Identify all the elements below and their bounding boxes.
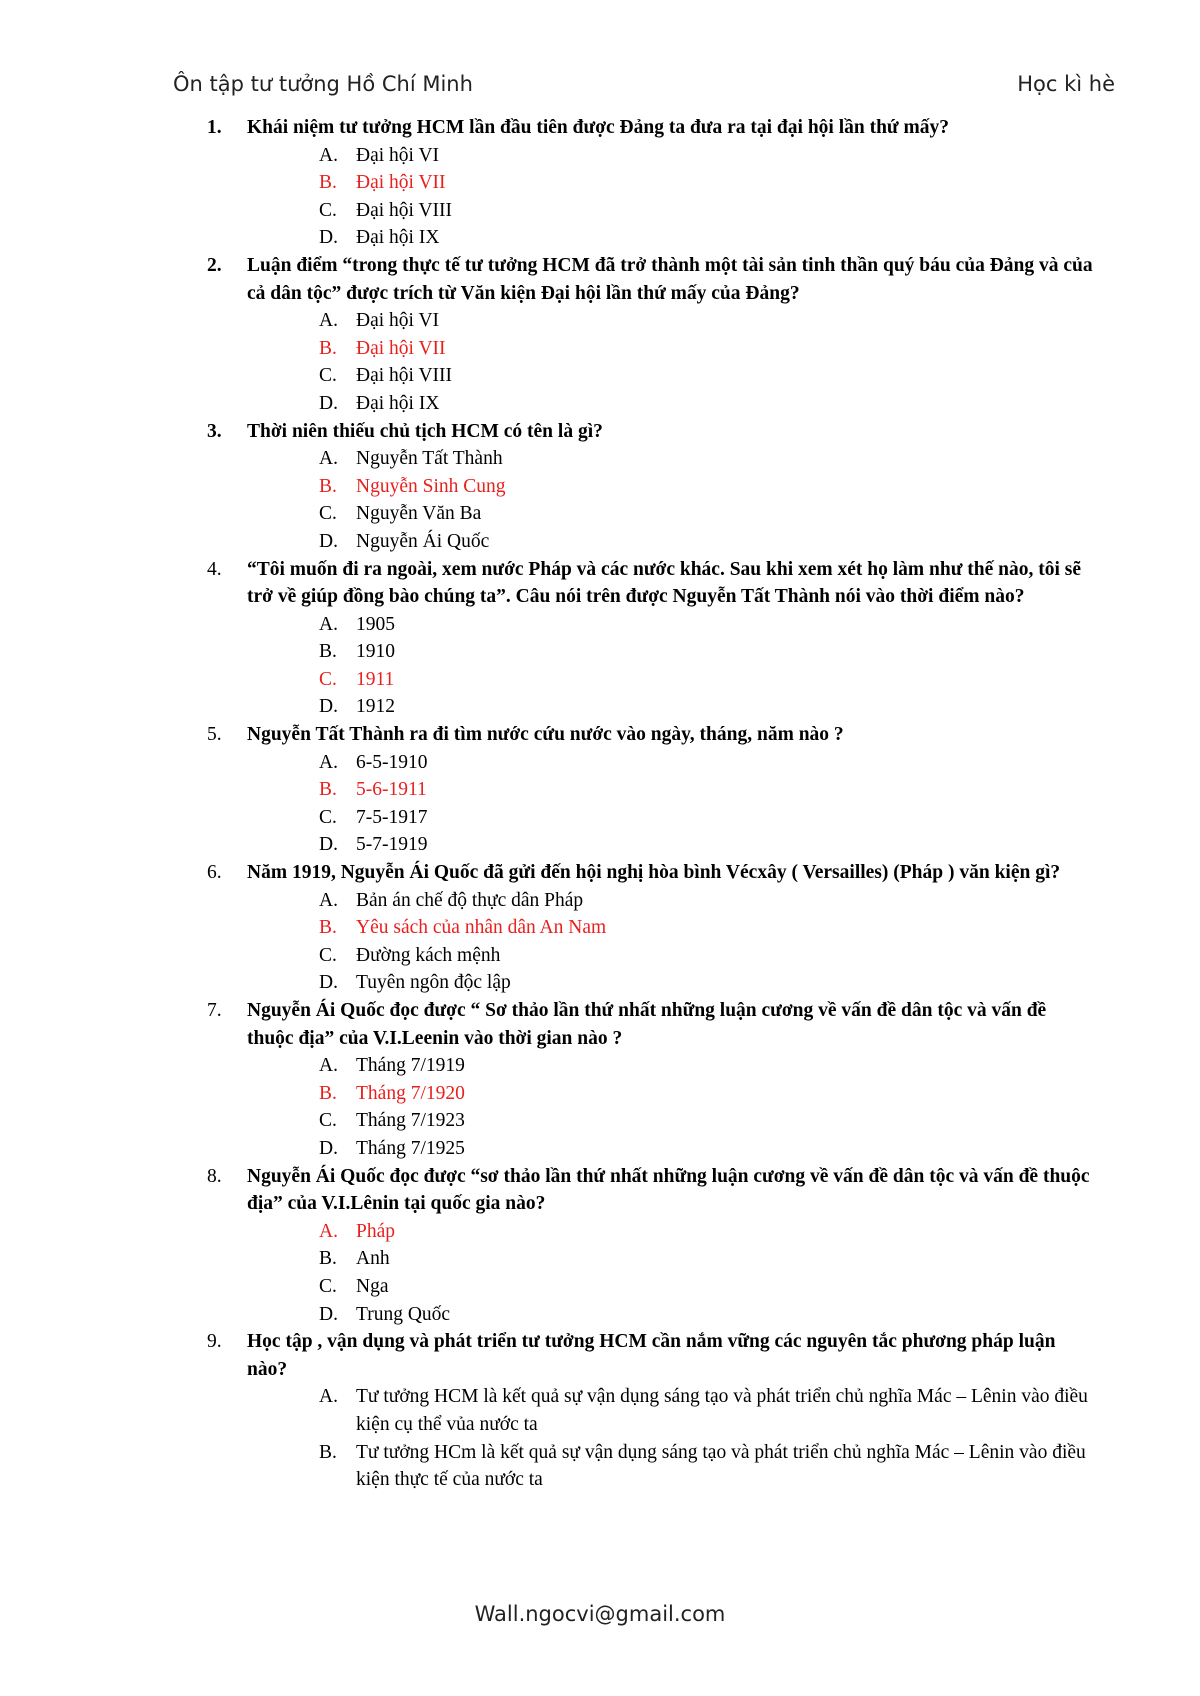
question-number: 5. — [207, 724, 222, 746]
answer-option — [0, 224, 1200, 252]
question-stem: Nguyễn Ái Quốc đọc được “ Sơ thảo lần thứ nhất những luận cương về vấn đề dân tộc và vấn đề thuộc địa” của V.I.Leenin vào thời gian nào ? — [247, 1000, 1047, 1049]
option-letter: B. — [319, 1248, 337, 1270]
option-letter: A. — [319, 144, 338, 166]
option-text: Đại hội VI — [356, 144, 440, 166]
option-letter: D. — [319, 834, 338, 856]
answer-option-correct — [0, 1080, 1200, 1108]
option-text: Nguyễn Ái Quốc — [356, 530, 490, 552]
option-text: Anh — [356, 1248, 390, 1270]
footer-email: Wall.ngocvi@gmail.com — [474, 1602, 726, 1626]
question-number: 3. — [207, 420, 222, 442]
question-number: 1. — [207, 117, 222, 138]
question-stem: Nguyễn Tất Thành ra đi tìm nước cứu nước vào ngày, tháng, năm nào ? — [247, 724, 844, 746]
question-item — [0, 418, 1200, 556]
question-text — [0, 859, 1200, 887]
question-item — [0, 721, 1200, 859]
answer-option — [0, 1052, 1200, 1080]
question-text — [0, 556, 1200, 611]
option-text: Đại hội IX — [356, 227, 440, 249]
option-letter: D. — [319, 1303, 338, 1325]
option-text: Đại hội VI — [356, 310, 440, 332]
option-letter: A. — [319, 1055, 338, 1077]
question-text — [0, 418, 1200, 446]
answer-option — [0, 528, 1200, 556]
option-letter: A. — [319, 751, 338, 773]
answer-option — [0, 445, 1200, 473]
option-letter: A. — [319, 448, 338, 470]
question-stem: Khái niệm tư tưởng HCM lần đầu tiên được Đảng ta đưa ra tại đại hội lần thứ mấy? — [247, 117, 949, 138]
question-stem: Thời niên thiếu chủ tịch HCM có tên là gì? — [247, 420, 603, 442]
answer-option-correct — [0, 169, 1200, 197]
option-text: Nga — [356, 1275, 389, 1297]
question-stem: Học tập , vận dụng và phát triển tư tưởng HCM cần nắm vững các nguyên tắc phương pháp luận nào? — [247, 1331, 1056, 1380]
option-letter: A. — [319, 1386, 338, 1408]
option-text: Tháng 7/1920 — [356, 1082, 465, 1104]
answer-option — [0, 638, 1200, 666]
option-letter: D. — [319, 972, 338, 994]
question-text — [0, 1328, 1200, 1383]
question-text — [0, 252, 1200, 307]
answer-option — [0, 1245, 1200, 1273]
option-text: Yêu sách của nhân dân An Nam — [356, 917, 607, 939]
question-number: 4. — [207, 558, 222, 580]
option-letter: B. — [319, 172, 337, 194]
page-header — [173, 64, 1115, 104]
question-list — [0, 114, 1200, 1494]
question-stem: Nguyễn Ái Quốc đọc được “sơ thảo lần thứ nhất những luận cương về vấn đề dân tộc và vấn đề thuộc địa” của V.I.Lênin tại quốc gia nào? — [247, 1165, 1090, 1215]
answer-option-correct — [0, 473, 1200, 501]
answer-option-correct — [0, 335, 1200, 363]
answer-option-correct — [0, 666, 1200, 694]
option-text: Đại hội VII — [356, 172, 446, 194]
question-stem: Luận điểm “trong thực tế tư tưởng HCM đã trở thành một tài sản tinh thần quý báu của Đảng và của cả dân tộc” được trích từ Văn kiện Đại hội lần thứ mấy của Đảng? — [247, 254, 1093, 304]
answer-option — [0, 1107, 1200, 1135]
answer-option — [0, 969, 1200, 997]
option-letter: B. — [319, 917, 337, 939]
option-letter: C. — [319, 1275, 337, 1297]
answer-option — [0, 362, 1200, 390]
answer-option — [0, 500, 1200, 528]
answer-option — [0, 390, 1200, 418]
option-letter: D. — [319, 1137, 338, 1159]
option-text: Bản án chế độ thực dân Pháp — [356, 889, 584, 911]
page-footer — [0, 1602, 1200, 1626]
question-text — [0, 114, 1200, 142]
option-letter: A. — [319, 1220, 338, 1242]
answer-option — [0, 749, 1200, 777]
answer-option — [0, 142, 1200, 170]
option-text: 1912 — [356, 696, 395, 718]
option-text: 6-5-1910 — [356, 751, 428, 773]
option-letter: D. — [319, 696, 338, 718]
option-text: Đại hội VIII — [356, 365, 453, 387]
option-letter: A. — [319, 613, 338, 635]
answer-option — [0, 804, 1200, 832]
question-text — [0, 997, 1200, 1052]
question-text — [0, 721, 1200, 749]
option-letter: C. — [319, 944, 337, 966]
option-letter: B. — [319, 641, 337, 663]
answer-option — [0, 1439, 1200, 1494]
question-item — [0, 1328, 1200, 1494]
option-letter: C. — [319, 199, 337, 221]
option-letter: D. — [319, 392, 338, 414]
question-item — [0, 859, 1200, 997]
answer-option — [0, 611, 1200, 639]
option-text: 5-6-1911 — [356, 779, 427, 801]
question-number: 7. — [207, 1000, 222, 1021]
answer-option — [0, 831, 1200, 859]
answer-option-correct — [0, 776, 1200, 804]
question-stem: “Tôi muốn đi ra ngoài, xem nước Pháp và các nước khác. Sau khi xem xét họ làm như thế nào, tôi sẽ trở về giúp đồng bào chúng ta”. Câu nói trên được Nguyễn Tất Thành nói vào thời điểm nào? — [247, 558, 1082, 608]
option-text: Đường kách mệnh — [356, 944, 501, 966]
option-text: Trung Quốc — [356, 1303, 451, 1325]
option-letter: C. — [319, 806, 337, 828]
option-text: 1910 — [356, 641, 395, 663]
option-letter: C. — [319, 503, 337, 525]
question-number: 6. — [207, 862, 222, 884]
option-text: Đại hội VIII — [356, 199, 453, 221]
option-text: Đại hội IX — [356, 392, 440, 414]
question-number: 9. — [207, 1331, 222, 1353]
option-letter: A. — [319, 310, 338, 332]
option-letter: B. — [319, 1441, 337, 1463]
question-item — [0, 114, 1200, 252]
option-text: Nguyễn Tất Thành — [356, 448, 503, 470]
option-letter: B. — [319, 475, 337, 497]
option-text: Tư tưởng HCm là kết quả sự vận dụng sáng tạo và phát triển chủ nghĩa Mác – Lênin vào điều kiện thực tế của nước ta — [356, 1441, 1086, 1491]
option-text: Tháng 7/1919 — [356, 1055, 465, 1077]
option-letter: C. — [319, 365, 337, 387]
answer-option — [0, 1301, 1200, 1329]
option-text: Nguyễn Sinh Cung — [356, 475, 506, 497]
header-term: Học kì hè — [1017, 72, 1115, 96]
option-text: Đại hội VII — [356, 337, 446, 359]
option-letter: B. — [319, 779, 337, 801]
option-letter: C. — [319, 668, 337, 690]
option-text: Nguyễn Văn Ba — [356, 503, 482, 525]
answer-option — [0, 307, 1200, 335]
answer-option — [0, 942, 1200, 970]
question-item — [0, 252, 1200, 418]
option-text: Tháng 7/1925 — [356, 1137, 465, 1159]
option-letter: A. — [319, 889, 338, 911]
option-text: 1905 — [356, 613, 395, 635]
question-number: 2. — [207, 254, 222, 276]
option-text: Tuyên ngôn độc lập — [356, 972, 511, 994]
option-text: 5-7-1919 — [356, 834, 428, 856]
option-text: 7-5-1917 — [356, 806, 428, 828]
option-text: Tháng 7/1923 — [356, 1110, 465, 1132]
answer-option-correct — [0, 1218, 1200, 1246]
answer-option — [0, 887, 1200, 915]
option-letter: B. — [319, 1082, 337, 1104]
question-stem: Năm 1919, Nguyễn Ái Quốc đã gửi đến hội nghị hòa bình Vécxây ( Versailles) (Pháp ) văn kiện gì? — [247, 862, 1061, 884]
option-text: 1911 — [356, 668, 395, 690]
answer-option — [0, 197, 1200, 225]
question-number: 8. — [207, 1165, 222, 1187]
answer-option — [0, 693, 1200, 721]
question-item — [0, 1163, 1200, 1329]
answer-option — [0, 1273, 1200, 1301]
option-letter: C. — [319, 1110, 337, 1132]
question-text — [0, 1163, 1200, 1218]
option-letter: D. — [319, 530, 338, 552]
option-letter: B. — [319, 337, 337, 359]
answer-option — [0, 1135, 1200, 1163]
option-text: Tư tưởng HCM là kết quả sự vận dụng sáng tạo và phát triển chủ nghĩa Mác – Lênin vào điều kiện cụ thể vủa nước ta — [356, 1386, 1088, 1435]
answer-option-correct — [0, 914, 1200, 942]
question-item — [0, 997, 1200, 1163]
option-text: Pháp — [356, 1220, 395, 1242]
header-title: Ôn tập tư tưởng Hồ Chí Minh — [173, 72, 473, 96]
option-letter: D. — [319, 227, 338, 249]
question-item — [0, 556, 1200, 722]
answer-option — [0, 1383, 1200, 1438]
